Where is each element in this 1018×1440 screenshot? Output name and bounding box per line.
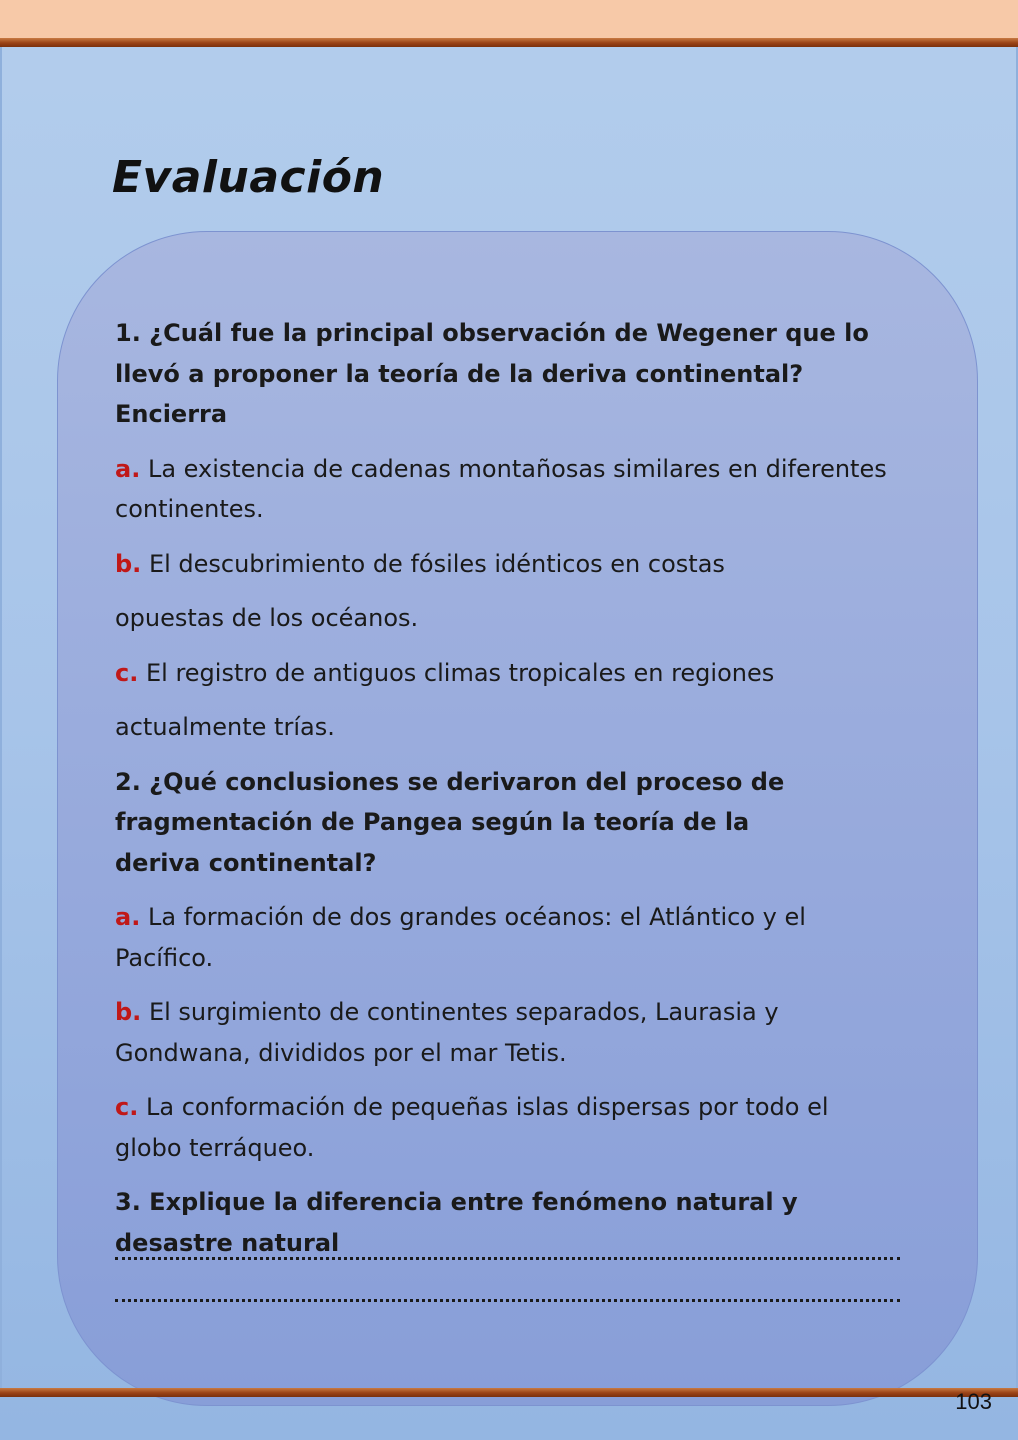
option-text: El registro de antiguos climas tropicales en regiones <box>145 658 775 687</box>
option-text: La existencia de cadenas montañosas similares en diferentes continentes. <box>115 454 887 523</box>
question-2-option-b[interactable] <box>115 992 815 1073</box>
option-label: b. <box>115 549 142 578</box>
option-text: El descubrimiento de fósiles idénticos en costas <box>148 549 725 578</box>
option-text: El surgimiento de continentes separados, Laurasia y Gondwana, divididos por el mar Tetis. <box>115 998 779 1067</box>
option-text: La conformación de pequeñas islas dispersas por todo el globo terráqueo. <box>115 1093 829 1162</box>
option-text-continued: opuestas de los océanos. <box>115 604 419 632</box>
option-label: a. <box>115 903 141 931</box>
question-3: 3. Explique la diferencia entre fenómeno natural y desastre natural <box>115 1188 798 1257</box>
left-edge <box>0 47 2 1388</box>
answer-line-1[interactable] <box>115 1257 900 1260</box>
option-label: c. <box>115 1093 139 1121</box>
page-title: Evaluación <box>112 152 385 203</box>
answer-line-2[interactable] <box>115 1299 900 1302</box>
bottom-rule <box>0 1388 1018 1397</box>
option-text: La formación de dos grandes océanos: el Atlántico y el Pacífico. <box>115 903 806 972</box>
page-number: 103 <box>955 1389 992 1414</box>
question-2-option-c[interactable] <box>115 1087 860 1168</box>
evaluation-content <box>115 313 915 1263</box>
question-1-option-c[interactable] <box>115 653 915 748</box>
option-label: c. <box>115 658 139 687</box>
question-2: 2. ¿Qué conclusiones se derivaron del proceso de fragmentación de Pangea según la teoría de la deriva continental? <box>115 767 785 877</box>
question-1-option-b[interactable] <box>115 544 915 639</box>
option-text-continued: actualmente trías. <box>115 713 335 741</box>
option-label: b. <box>115 998 142 1026</box>
top-band <box>0 0 1018 38</box>
top-rule <box>0 38 1018 47</box>
question-1-option-a[interactable] <box>115 449 910 530</box>
option-label: a. <box>115 454 141 483</box>
question-2-option-a[interactable] <box>115 897 835 978</box>
question-1: 1. ¿Cuál fue la principal observación de Wegener que lo llevó a proponer la teoría de la deriva continental? Encierra <box>115 319 869 428</box>
